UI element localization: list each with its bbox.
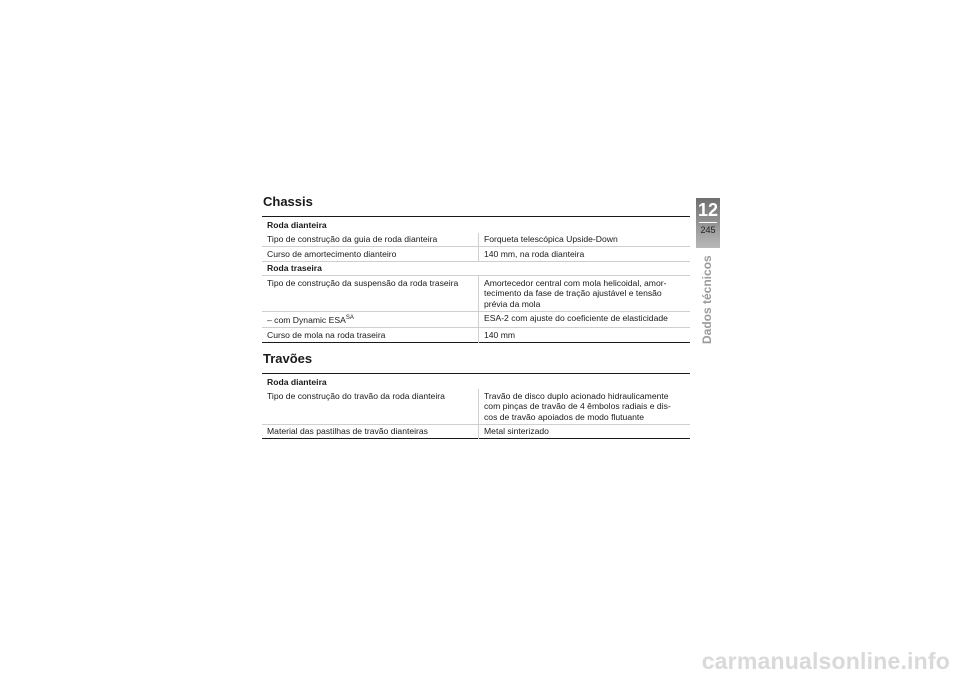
section-title-chassis: Chassis [263,194,313,209]
optional-equipment-superscript: SA [345,315,354,321]
table-row [262,247,690,262]
table-row [262,311,690,328]
table-row [262,276,690,312]
row-label: Tipo de construção da guia de roda dianteira [267,234,438,244]
row-value: 140 mm [479,328,691,343]
watermark: carmanualsonline.info [701,648,950,674]
row-label: Curso de amortecimento dianteiro [267,248,397,259]
row-label: Curso de mola na roda traseira [267,329,386,340]
row-value: Forqueta telescópica Upside-Down [479,233,691,247]
row-value: Amortecedor central com mola helicoidal, amor- tecimento da fase de tração ajustável e tensão prévia da mola [479,276,691,312]
row-value: 140 mm, na roda dianteira [479,247,691,262]
brakes-table [262,373,690,440]
row-label: Material das pastilhas de travão dianteiras [267,426,428,436]
row-label: Tipo de construção do travão da roda dianteira [267,390,445,401]
row-value: Travão de disco duplo acionado hidraulicamente com pinças de travão de 4 êmbolos radiais e dis- cos de travão apoiados de modo flutuante [479,389,691,424]
page-number: 245 [700,225,716,235]
chapter-tab [696,198,720,248]
row-heading-front-wheel: Roda dianteira [267,220,327,230]
table-row [262,233,690,247]
chassis-table [262,216,690,343]
table-row-subheading [262,261,690,276]
row-value: ESA-2 com ajuste do coeficiente de elasticidade [479,311,691,328]
table-row [262,328,690,343]
row-value: Metal sinterizado [479,424,691,439]
row-heading-front-wheel: Roda dianteira [267,376,327,387]
table-row-heading [262,373,690,389]
row-label-text: – com Dynamic ESA [267,315,346,325]
table-row-heading [262,217,690,233]
section-title-brakes: Travões [263,350,313,366]
table-row [262,389,690,424]
chapter-title-vertical: Dados técnicos [700,255,714,344]
chapter-tab-divider [699,222,717,223]
chapter-number: 12 [697,200,719,220]
row-label: Tipo de construção da suspensão da roda traseira [267,277,459,288]
page-content [262,194,690,439]
row-heading-rear-wheel: Roda traseira [267,263,322,273]
row-label-dynamic-esa [262,311,479,328]
table-row [262,424,690,439]
